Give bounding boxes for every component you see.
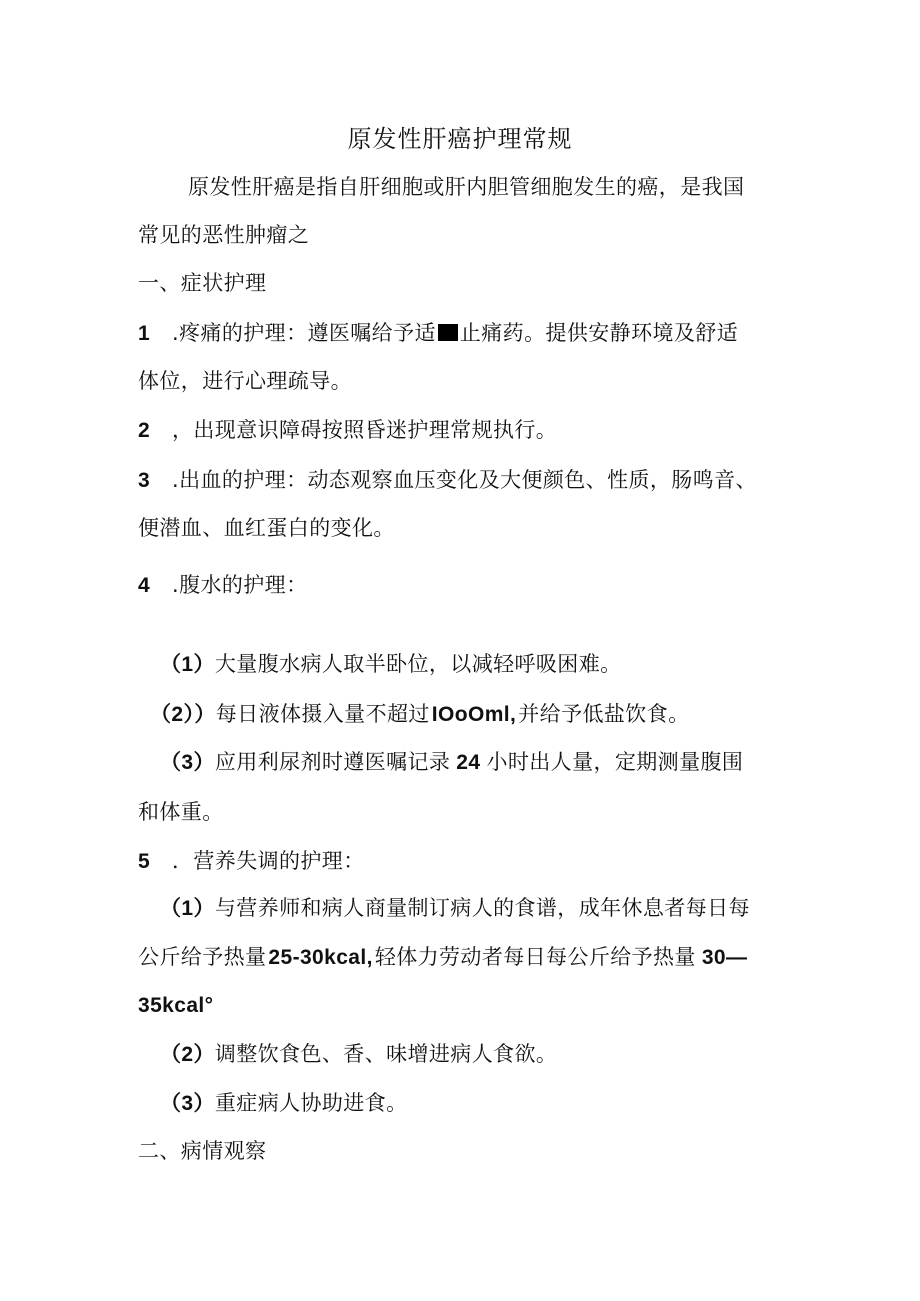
sub-text: 小时出人量，定期测量腹围 — [486, 750, 744, 774]
section-heading-condition-observation: 二、病情观察 — [138, 1139, 267, 1163]
item-2 — [138, 415, 557, 446]
item-5-sub-1-end: 35kcal° — [138, 994, 214, 1017]
sub-value: 25-30kcal, — [268, 946, 373, 969]
intro-line-2: 常见的恶性肿瘤之 — [138, 223, 310, 247]
item-text: .疼痛的护理：遵医嘱给予适 — [172, 321, 436, 345]
item-text: .腹水的护理： — [172, 573, 308, 597]
sub-text: 轻体力劳动者每日每公斤给予热量 — [374, 945, 696, 969]
sub-label: （2）） — [150, 703, 216, 726]
sub-text: 并给予低盐饮食。 — [518, 702, 690, 726]
item-number: 5 — [138, 850, 151, 873]
sub-text: 与营养师和病人商量制订病人的食谱，成年休息者每日每 — [214, 896, 750, 920]
sub-label: （3） — [160, 1092, 215, 1115]
item-text: ．营养失调的护理： — [172, 849, 365, 873]
sub-text: 每日液体摄入量不超过 — [215, 702, 430, 726]
page-title: 原发性肝癌护理常规 — [347, 125, 573, 153]
item-5-sub-3 — [160, 1088, 408, 1119]
sub-text: 重症病人协助进食。 — [214, 1091, 408, 1115]
sub-text: 应用利尿剂时遵医嘱记录 — [214, 750, 451, 774]
item-1 — [138, 318, 738, 349]
item-4-sub-1 — [160, 649, 622, 680]
item-3 — [138, 465, 757, 496]
sub-value: 30— — [701, 946, 748, 969]
sub-value: IOoOml, — [431, 703, 517, 726]
item-1-continued: 体位，进行心理疏导。 — [138, 369, 352, 393]
sub-label: （2） — [160, 1043, 215, 1066]
item-number: 3 — [138, 469, 151, 492]
item-number: 2 — [138, 419, 151, 442]
sub-value: 24 — [456, 751, 481, 774]
item-4-sub-3 — [160, 747, 743, 778]
intro-line-1: 原发性肝癌是指自肝细胞或肝内胆管细胞发生的癌，是我国 — [188, 175, 745, 199]
sub-label: （1） — [160, 897, 215, 920]
sub-label: （3） — [160, 751, 215, 774]
sub-label: （1） — [160, 653, 215, 676]
section-heading-symptom-care: 一、症状护理 — [138, 271, 267, 295]
item-5-sub-1 — [160, 893, 750, 924]
item-3-continued: 便潜血、血红蛋白的变化。 — [138, 516, 395, 540]
item-text: .出血的护理：动态观察血压变化及大便颜色、性质，肠鸣音、 — [172, 468, 757, 492]
item-4 — [138, 570, 307, 601]
sub-text: 调整饮食色、香、味增进病人食欲。 — [214, 1042, 558, 1066]
item-5 — [138, 846, 365, 877]
sub-text: 公斤给予热量 — [138, 945, 267, 969]
item-4-sub-2 — [150, 699, 689, 730]
item-5-sub-1-continued — [138, 942, 747, 973]
item-number: 1 — [138, 322, 151, 345]
sub-text: 大量腹水病人取半卧位，以减轻呼吸困难。 — [214, 652, 622, 676]
redaction-block — [438, 324, 458, 341]
item-5-sub-2 — [160, 1039, 557, 1070]
item-number: 4 — [138, 574, 151, 597]
item-4-sub-3-continued: 和体重。 — [138, 800, 224, 824]
item-text: ，出现意识障碍按照昏迷护理常规执行。 — [172, 418, 558, 442]
item-text: 止痛药。提供安静环境及舒适 — [459, 321, 739, 345]
